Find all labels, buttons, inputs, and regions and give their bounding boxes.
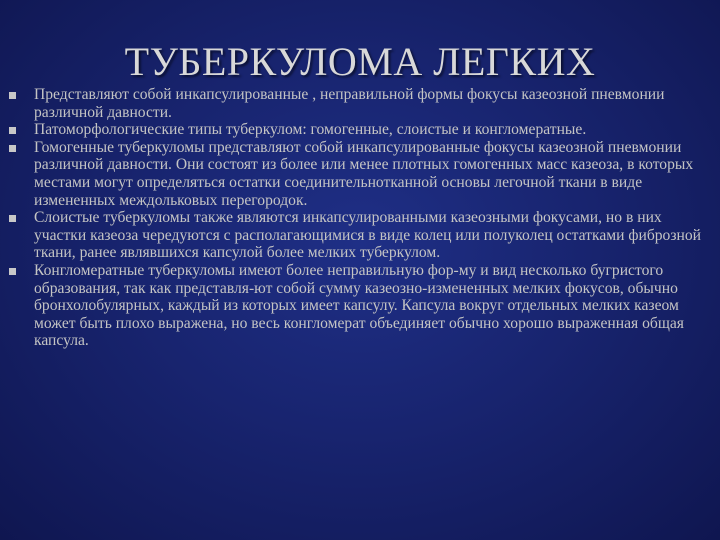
square-bullet-icon [9, 215, 16, 222]
bullet-text: Слоистые туберкуломы также являются инкапсулированными казеозными фокусами, но в них участки казеоза чередуются с располагающимися в виде колец или полуколец остатками фиброзной ткани, ранее являвшихся капсулой более мелких туберкулом. [34, 209, 701, 262]
bullet-item [0, 121, 720, 139]
bullet-text: Конгломератные туберкуломы имеют более неправильную фор-му и вид несколько бугристого образования, так как представля-ют собой сумму казеозно-измененных мелких фокусов, обычно бронхолобулярных, каждый из которых имеет капсулу. Капсула вокруг отдельных мелких казеом может быть плохо выражена, но весь конгломерат объединяет обычно хорошо выраженная общая капсула. [34, 261, 684, 350]
bullet-text: Патоморфологические типы туберкулом: гомогенные, слоистые и конгломератные. [34, 121, 587, 139]
bullet-item [0, 139, 720, 209]
bullet-item [0, 86, 720, 121]
square-bullet-icon [9, 268, 16, 275]
bullet-item [0, 209, 720, 262]
square-bullet-icon [9, 145, 16, 152]
bullet-text: Гомогенные туберкуломы представляют собой инкапсулированные фокусы казеозной пневмонии различной давности. Они состоят из более или менее плотных гомогенных масс казеоза, в которых местами могут определяться остатки соединительнотканной основы легочной ткани в виде измененных междольковых перегородок. [34, 138, 694, 209]
square-bullet-icon [9, 127, 16, 134]
bullet-list [0, 86, 720, 350]
bullet-item [0, 262, 720, 350]
square-bullet-icon [9, 92, 16, 99]
slide-title: ТУБЕРКУЛОМА ЛЕГКИХ [124, 39, 596, 84]
bullet-text: Представляют собой инкапсулированные , неправильной формы фокусы казеозной пневмонии различной давности. [34, 86, 665, 121]
